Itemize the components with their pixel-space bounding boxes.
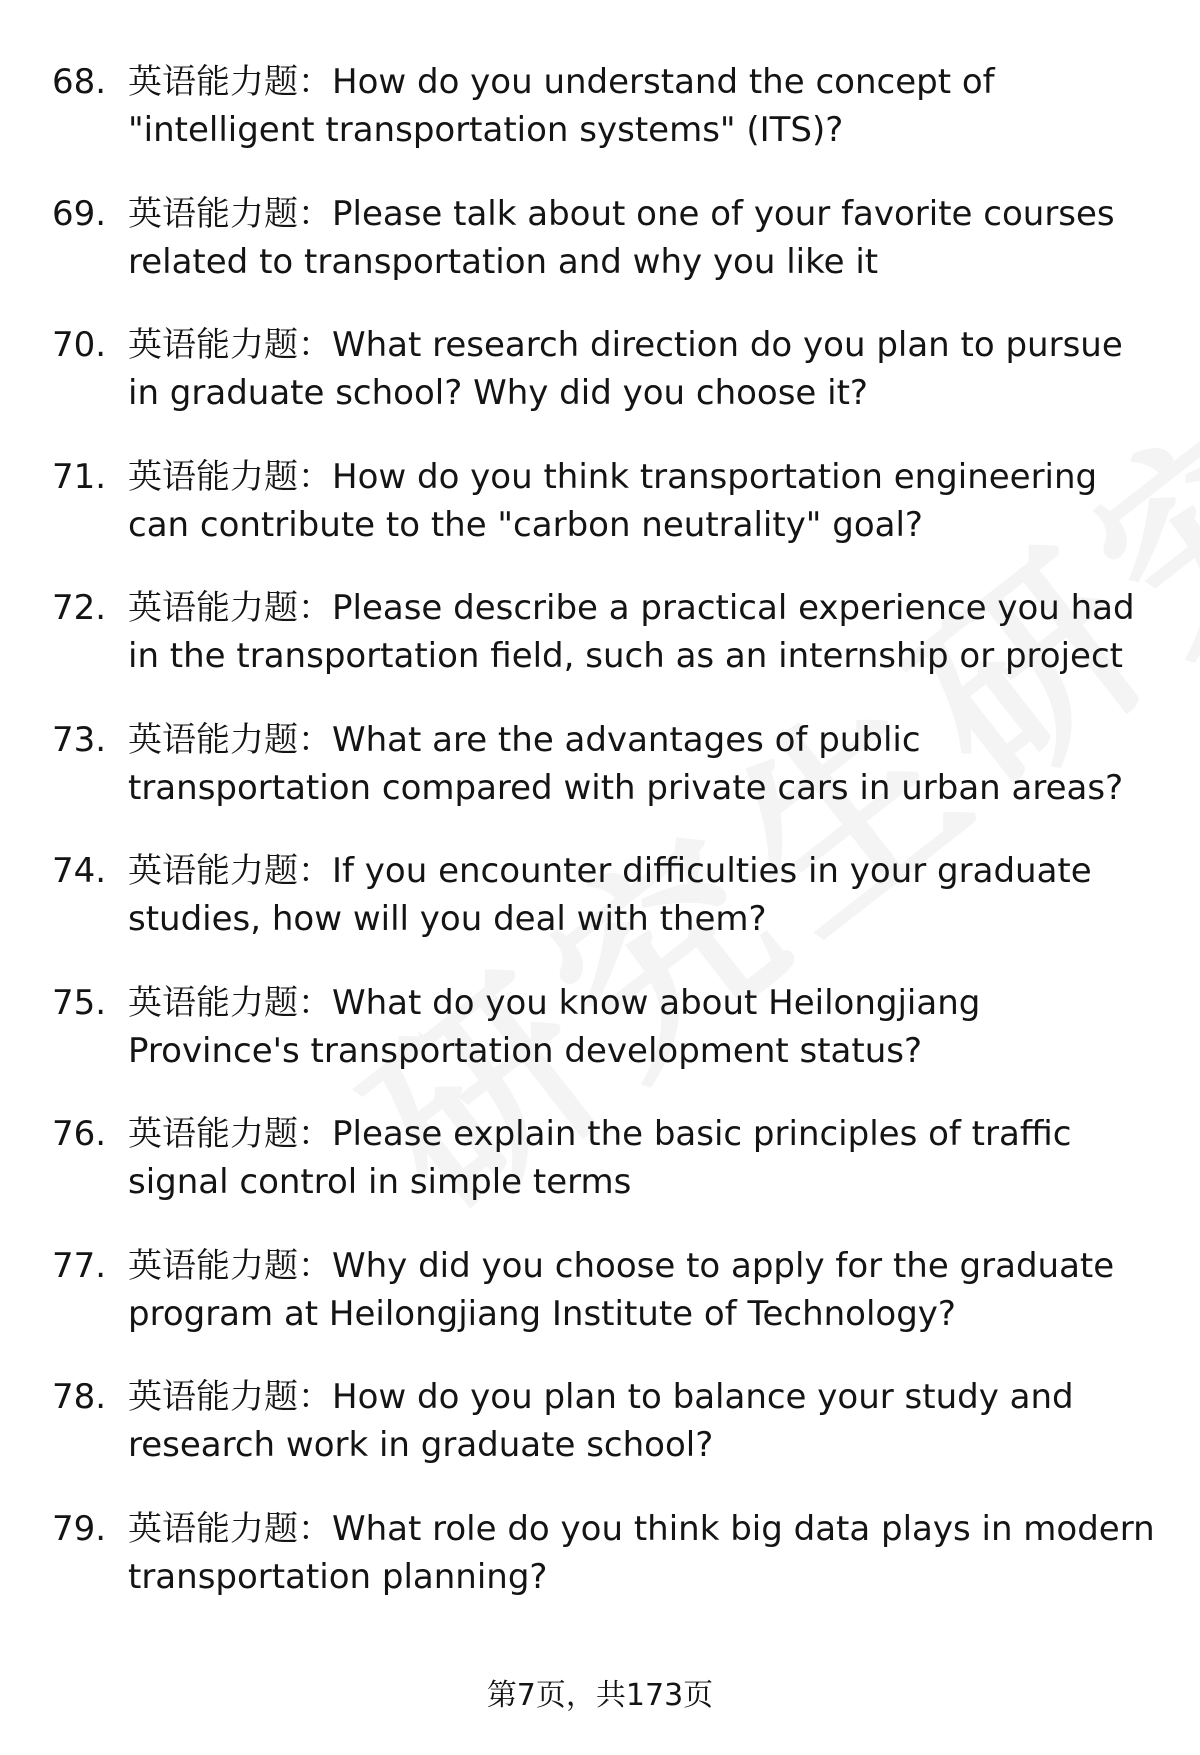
question-item <box>52 58 1162 154</box>
question-item <box>52 1505 1162 1601</box>
question-item <box>52 1373 1162 1469</box>
question-category: 英语能力题： <box>128 719 332 760</box>
question-item <box>52 716 1162 812</box>
page-number-footer: 第7页，共173页 <box>486 1678 714 1713</box>
question-category: 英语能力题： <box>128 456 332 497</box>
question-text: How do you understand the concept of "intelligent transportation systems" (ITS)? <box>128 62 995 150</box>
question-item <box>52 847 1162 943</box>
question-number: 68. <box>52 62 107 102</box>
question-number: 73. <box>52 719 107 760</box>
question-number: 76. <box>52 1114 107 1154</box>
question-item <box>52 1242 1162 1338</box>
question-category: 英语能力题： <box>128 982 332 1023</box>
question-number: 69. <box>52 193 107 234</box>
question-number: 70. <box>52 325 107 365</box>
question-item <box>52 453 1162 549</box>
question-number: 72. <box>52 588 107 628</box>
question-number: 79. <box>52 1508 107 1549</box>
question-number: 71. <box>52 456 107 497</box>
question-item <box>52 190 1162 286</box>
question-text: If you encounter difficulties in your graduate studies, how will you deal with them? <box>128 851 1092 939</box>
question-category: 英语能力题： <box>128 325 332 365</box>
question-item <box>52 979 1162 1075</box>
question-category: 英语能力题： <box>128 1245 332 1286</box>
question-number: 74. <box>52 851 107 891</box>
question-item <box>52 321 1162 417</box>
question-item <box>52 584 1162 680</box>
question-text: What role do you think big data plays in modern transportation planning? <box>128 1508 1155 1597</box>
question-text: Why did you choose to apply for the graduate program at Heilongjiang Institute of Technology? <box>128 1245 1115 1334</box>
question-number: 78. <box>52 1377 107 1417</box>
question-category: 英语能力题： <box>128 851 332 891</box>
question-list <box>52 58 1162 1636</box>
question-text: How do you think transportation engineering can contribute to the "carbon neutrality" goal? <box>128 456 1098 545</box>
question-text: What do you know about Heilongjiang Province's transportation development status? <box>128 982 981 1071</box>
question-text: Please talk about one of your favorite courses related to transportation and why you like it <box>128 193 1115 282</box>
question-category: 英语能力题： <box>128 1377 332 1417</box>
question-text: What research direction do you plan to pursue in graduate school? Why did you choose it? <box>128 325 1123 413</box>
question-category: 英语能力题： <box>128 193 332 234</box>
question-number: 75. <box>52 982 107 1023</box>
question-number: 77. <box>52 1245 107 1286</box>
question-text: What are the advantages of public transportation compared with private cars in urban areas? <box>128 719 1124 808</box>
question-category: 英语能力题： <box>128 62 332 102</box>
question-text: Please describe a practical experience you had in the transportation field, such as an internship or project <box>128 588 1135 676</box>
question-text: How do you plan to balance your study and research work in graduate school? <box>128 1377 1074 1465</box>
question-category: 英语能力题： <box>128 588 332 628</box>
question-text: Please explain the basic principles of traffic signal control in simple terms <box>128 1114 1072 1202</box>
question-category: 英语能力题： <box>128 1508 332 1549</box>
question-category: 英语能力题： <box>128 1114 332 1154</box>
question-item <box>52 1110 1162 1206</box>
